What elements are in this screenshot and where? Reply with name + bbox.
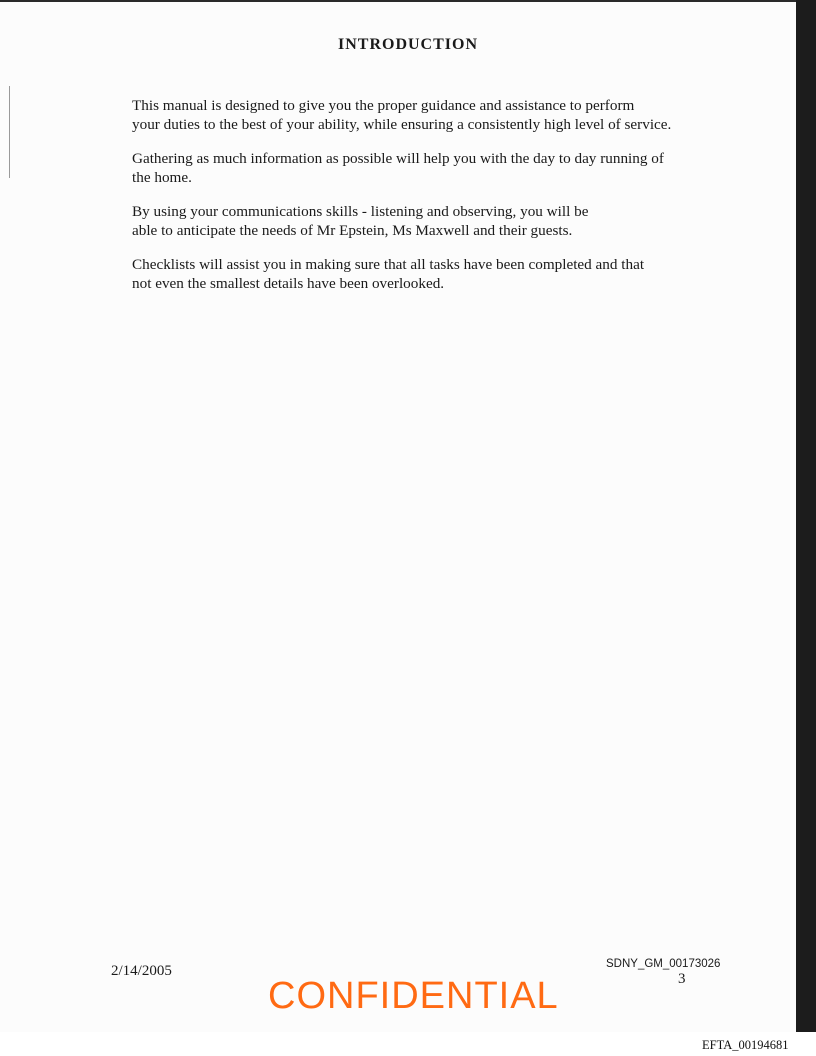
text-line: the home. bbox=[132, 169, 192, 186]
paragraph bbox=[132, 149, 772, 187]
body-text bbox=[132, 96, 772, 308]
paragraph bbox=[132, 96, 772, 134]
text-line: This manual is designed to give you the proper guidance and assistance to perform bbox=[132, 97, 635, 114]
page-title: INTRODUCTION bbox=[337, 36, 478, 53]
text-line: Checklists will assist you in making sure that all tasks have been completed and that bbox=[132, 256, 645, 273]
paragraph bbox=[132, 202, 772, 240]
footer-date: 2/14/2005 bbox=[111, 963, 172, 979]
efta-identifier: EFTA_00194681 bbox=[702, 1038, 789, 1052]
text-line: not even the smallest details have been overlooked. bbox=[132, 275, 445, 292]
paragraph bbox=[132, 255, 772, 293]
bates-number: SDNY_GM_00173026 bbox=[606, 958, 721, 970]
text-line: By using your communications skills - listening and observing, you will be bbox=[132, 203, 589, 220]
page-number: 3 bbox=[678, 971, 686, 987]
text-line: your duties to the best of your ability, while ensuring a consistently high level of service. bbox=[132, 116, 672, 133]
text-line: able to anticipate the needs of Mr Epstein, Ms Maxwell and their guests. bbox=[132, 222, 573, 239]
confidential-stamp: CONFIDENTIAL bbox=[268, 975, 559, 1017]
text-line: Gathering as much information as possible will help you with the day to day running of bbox=[132, 150, 664, 167]
scan-margin-mark bbox=[9, 86, 10, 178]
scan-edge-bar bbox=[796, 0, 816, 1032]
